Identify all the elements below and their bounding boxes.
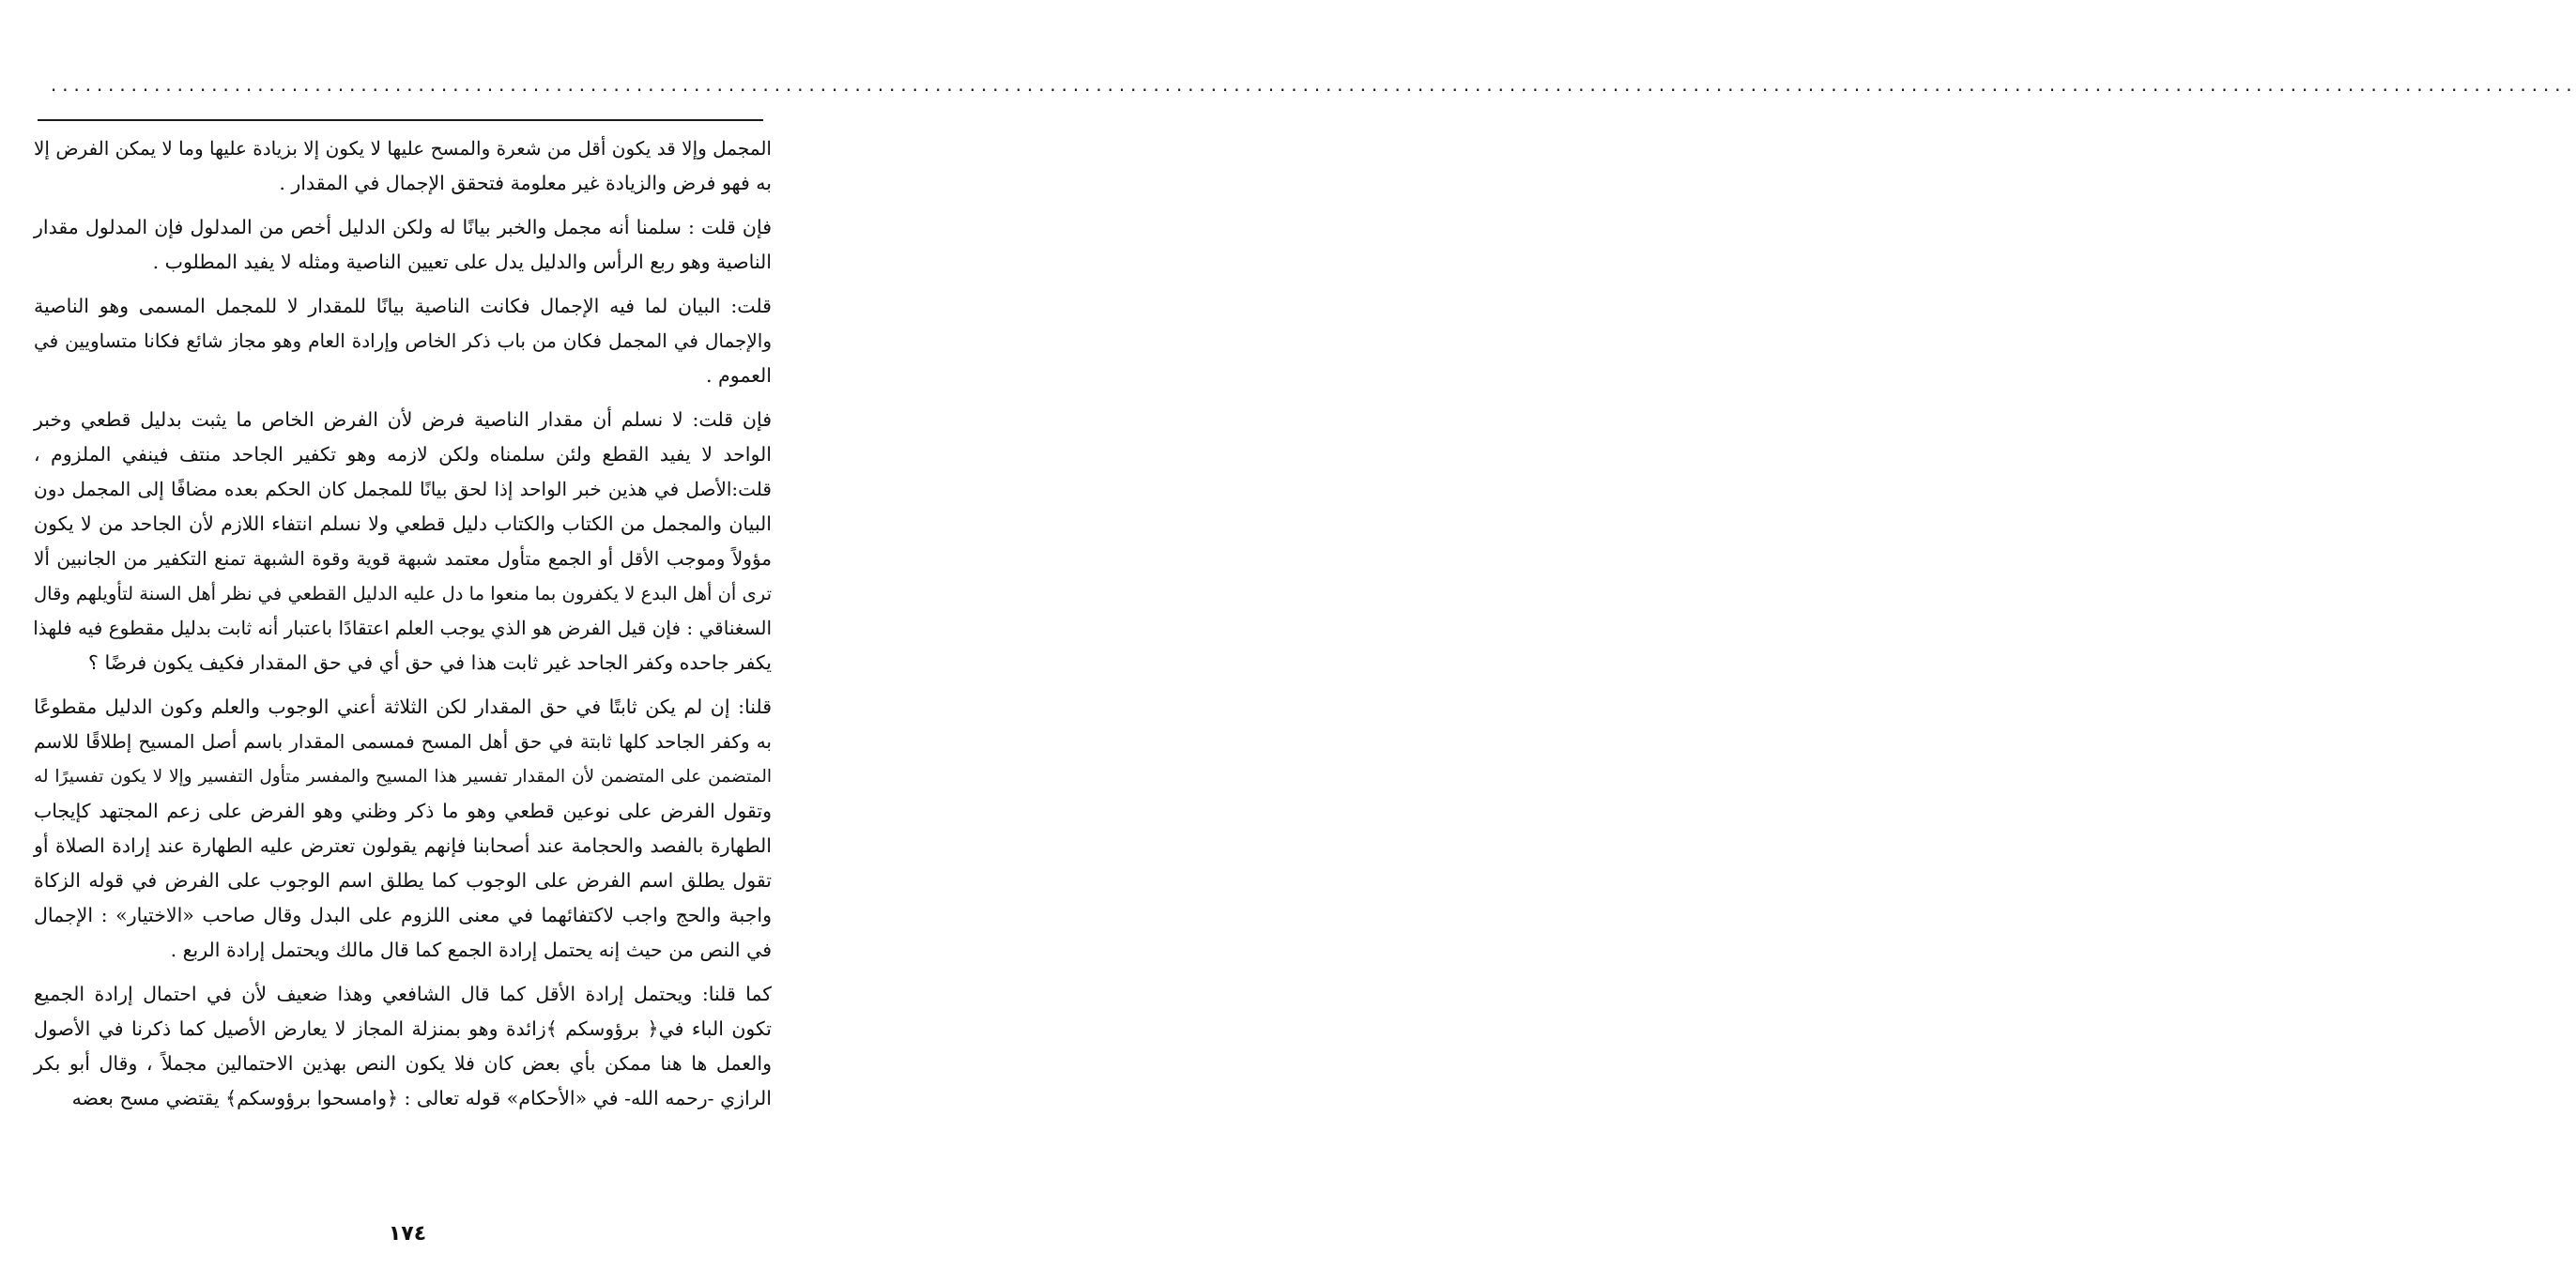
text-line: فإن قلت: لا نسلم أن مقدار الناصية فرض لأن الفرض الخاص ما يثبت بدليل قطعي وخبر bbox=[34, 408, 772, 431]
text-line: والإجمال في المجمل فكان من باب ذكر الخاص وإرادة العام وهو مجاز شائع فكانا متساويين في bbox=[34, 329, 772, 352]
text-line: قلنا: إن لم يكن ثابتًا في حق المقدار لكن الثلاثة أعني الوجوب والعلم وكون الدليل مقطوعًا bbox=[34, 696, 772, 718]
text-line: البيان والمجمل من الكتاب والكتاب دليل قطعي ولا نسلم انتفاء اللازم لأن الجاحد من لا يكون bbox=[34, 512, 772, 535]
text-line: السغناقي : فإن قيل الفرض هو الذي يوجب العلم اعتقادًا باعتبار أنه ثابت بدليل مقطوع فيه فلهذا bbox=[33, 617, 772, 639]
text-line: في النص من حيث إنه يحتمل إرادة الجمع كما قال مالك ويحتمل إرادة الربع . bbox=[170, 939, 772, 961]
text-line: المجمل وإلا قد يكون أقل من شعرة والمسح عليها لا يكون إلا بزيادة عليها وما لا يمكن الفرض إلا bbox=[34, 137, 772, 160]
text-line: تكون الباء في﴿ برؤوسكم ﴾زائدة وهو بمنزلة المجاز لا يعارض الأصيل كما ذكرنا في الأصول bbox=[34, 1017, 772, 1040]
text-line: وتقول الفرض على نوعين قطعي وهو ما ذكر وظني وهو الفرض على زعم المجتهد كإيجاب bbox=[34, 800, 772, 822]
text-line: الطهارة بالفصد والحجامة عند أصحابنا فإنهم يقولون تعترض عليه الطهارة عند إرادة الصلاة أو bbox=[34, 834, 772, 857]
text-line: قلت: البيان لما فيه الإجمال فكانت الناصية بيانًا للمقدار لا للمجمل المسمى وهو الناصية bbox=[34, 295, 772, 317]
text-line: الناصية وهو ربع الرأس والدليل يدل على تعيين الناصية ومثله لا يفيد المطلوب . bbox=[152, 251, 772, 273]
text-line: فإن قلت : سلمنا أنه مجمل والخبر بيانًا له ولكن الدليل أخص من المدلول فإن المدلول مقدار bbox=[34, 216, 772, 238]
text-line: تقول يطلق اسم الفرض على الوجوب كما يطلق اسم الوجوب على الفرض في قوله الزكاة bbox=[34, 869, 772, 892]
horizontal-rule bbox=[38, 119, 763, 121]
footnote-separator-dots: ............................................................................................................................................................................................................................ bbox=[49, 77, 2576, 96]
text-line: كما قلنا: ويحتمل إرادة الأقل كما قال الشافعي وهذا ضعيف لأن في احتمال إرادة الجميع bbox=[34, 983, 772, 1005]
paragraph bbox=[34, 289, 772, 393]
text-line: قلت:الأصل في هذين خبر الواحد إذا لحق بيانًا للمجمل كان الحكم بعده مضافًا إلى المجمل دون bbox=[34, 478, 772, 500]
paragraph bbox=[34, 210, 772, 280]
paragraph bbox=[34, 977, 772, 1116]
text-line: مؤولاً وموجب الأقل أو الجمع متأول معتمد شبهة قوية وقوة الشبهة تمنع التكفير من الجانبين ألا bbox=[34, 547, 772, 570]
text-line: الرازي -رحمه الله- في «الأحكام» قوله تعالى : ﴿وامسحوا برؤوسكم﴾ يقتضي مسح بعضه bbox=[71, 1087, 772, 1109]
text-line: المتضمن على المتضمن لأن المقدار تفسير هذا المسيح والمفسر متأول التفسير وإلا لا يكون تفسيرًا له bbox=[34, 767, 772, 787]
text-line: العموم . bbox=[706, 364, 772, 387]
text-line: والعمل ها هنا ممكن بأي بعض كان فلا يكون النص بهذين الاحتمالين مجملاً ، وقال أبو بكر bbox=[34, 1052, 772, 1075]
page-number: ١٧٤ bbox=[388, 1222, 427, 1246]
text-line: به فهو فرض والزيادة غير معلومة فتحقق الإجمال في المقدار . bbox=[279, 172, 772, 194]
text-line: به وكفر الجاحد كلها ثابتة في حق أهل المسح فمسمى المقدار باسم أصل المسيح إطلاقًا للاسم bbox=[34, 730, 772, 753]
text-line: ترى أن أهل البدع لا يكفرون بما منعوا ما دل عليه الدليل القطعي في نظر أهل السنة لتأويلهم وقال bbox=[34, 583, 772, 604]
text-line: واجبة والحج واجب لاكتفائهما في معنى اللزوم على البدل وقال صاحب «الاختيار» : الإجمال bbox=[34, 904, 772, 926]
paragraph bbox=[34, 690, 772, 968]
text-line: الواحد لا يفيد القطع ولئن سلمناه ولكن لازمه وهو تكفير الجاحد منتف فينفي الملزوم ، bbox=[34, 443, 772, 466]
paragraph bbox=[34, 403, 772, 680]
body-text bbox=[34, 131, 772, 1125]
text-line: يكفر جاحده وكفر الجاحد غير ثابت هذا في حق أي في حق المقدار فكيف يكون فرضًا ؟ bbox=[88, 651, 772, 674]
paragraph bbox=[34, 131, 772, 201]
